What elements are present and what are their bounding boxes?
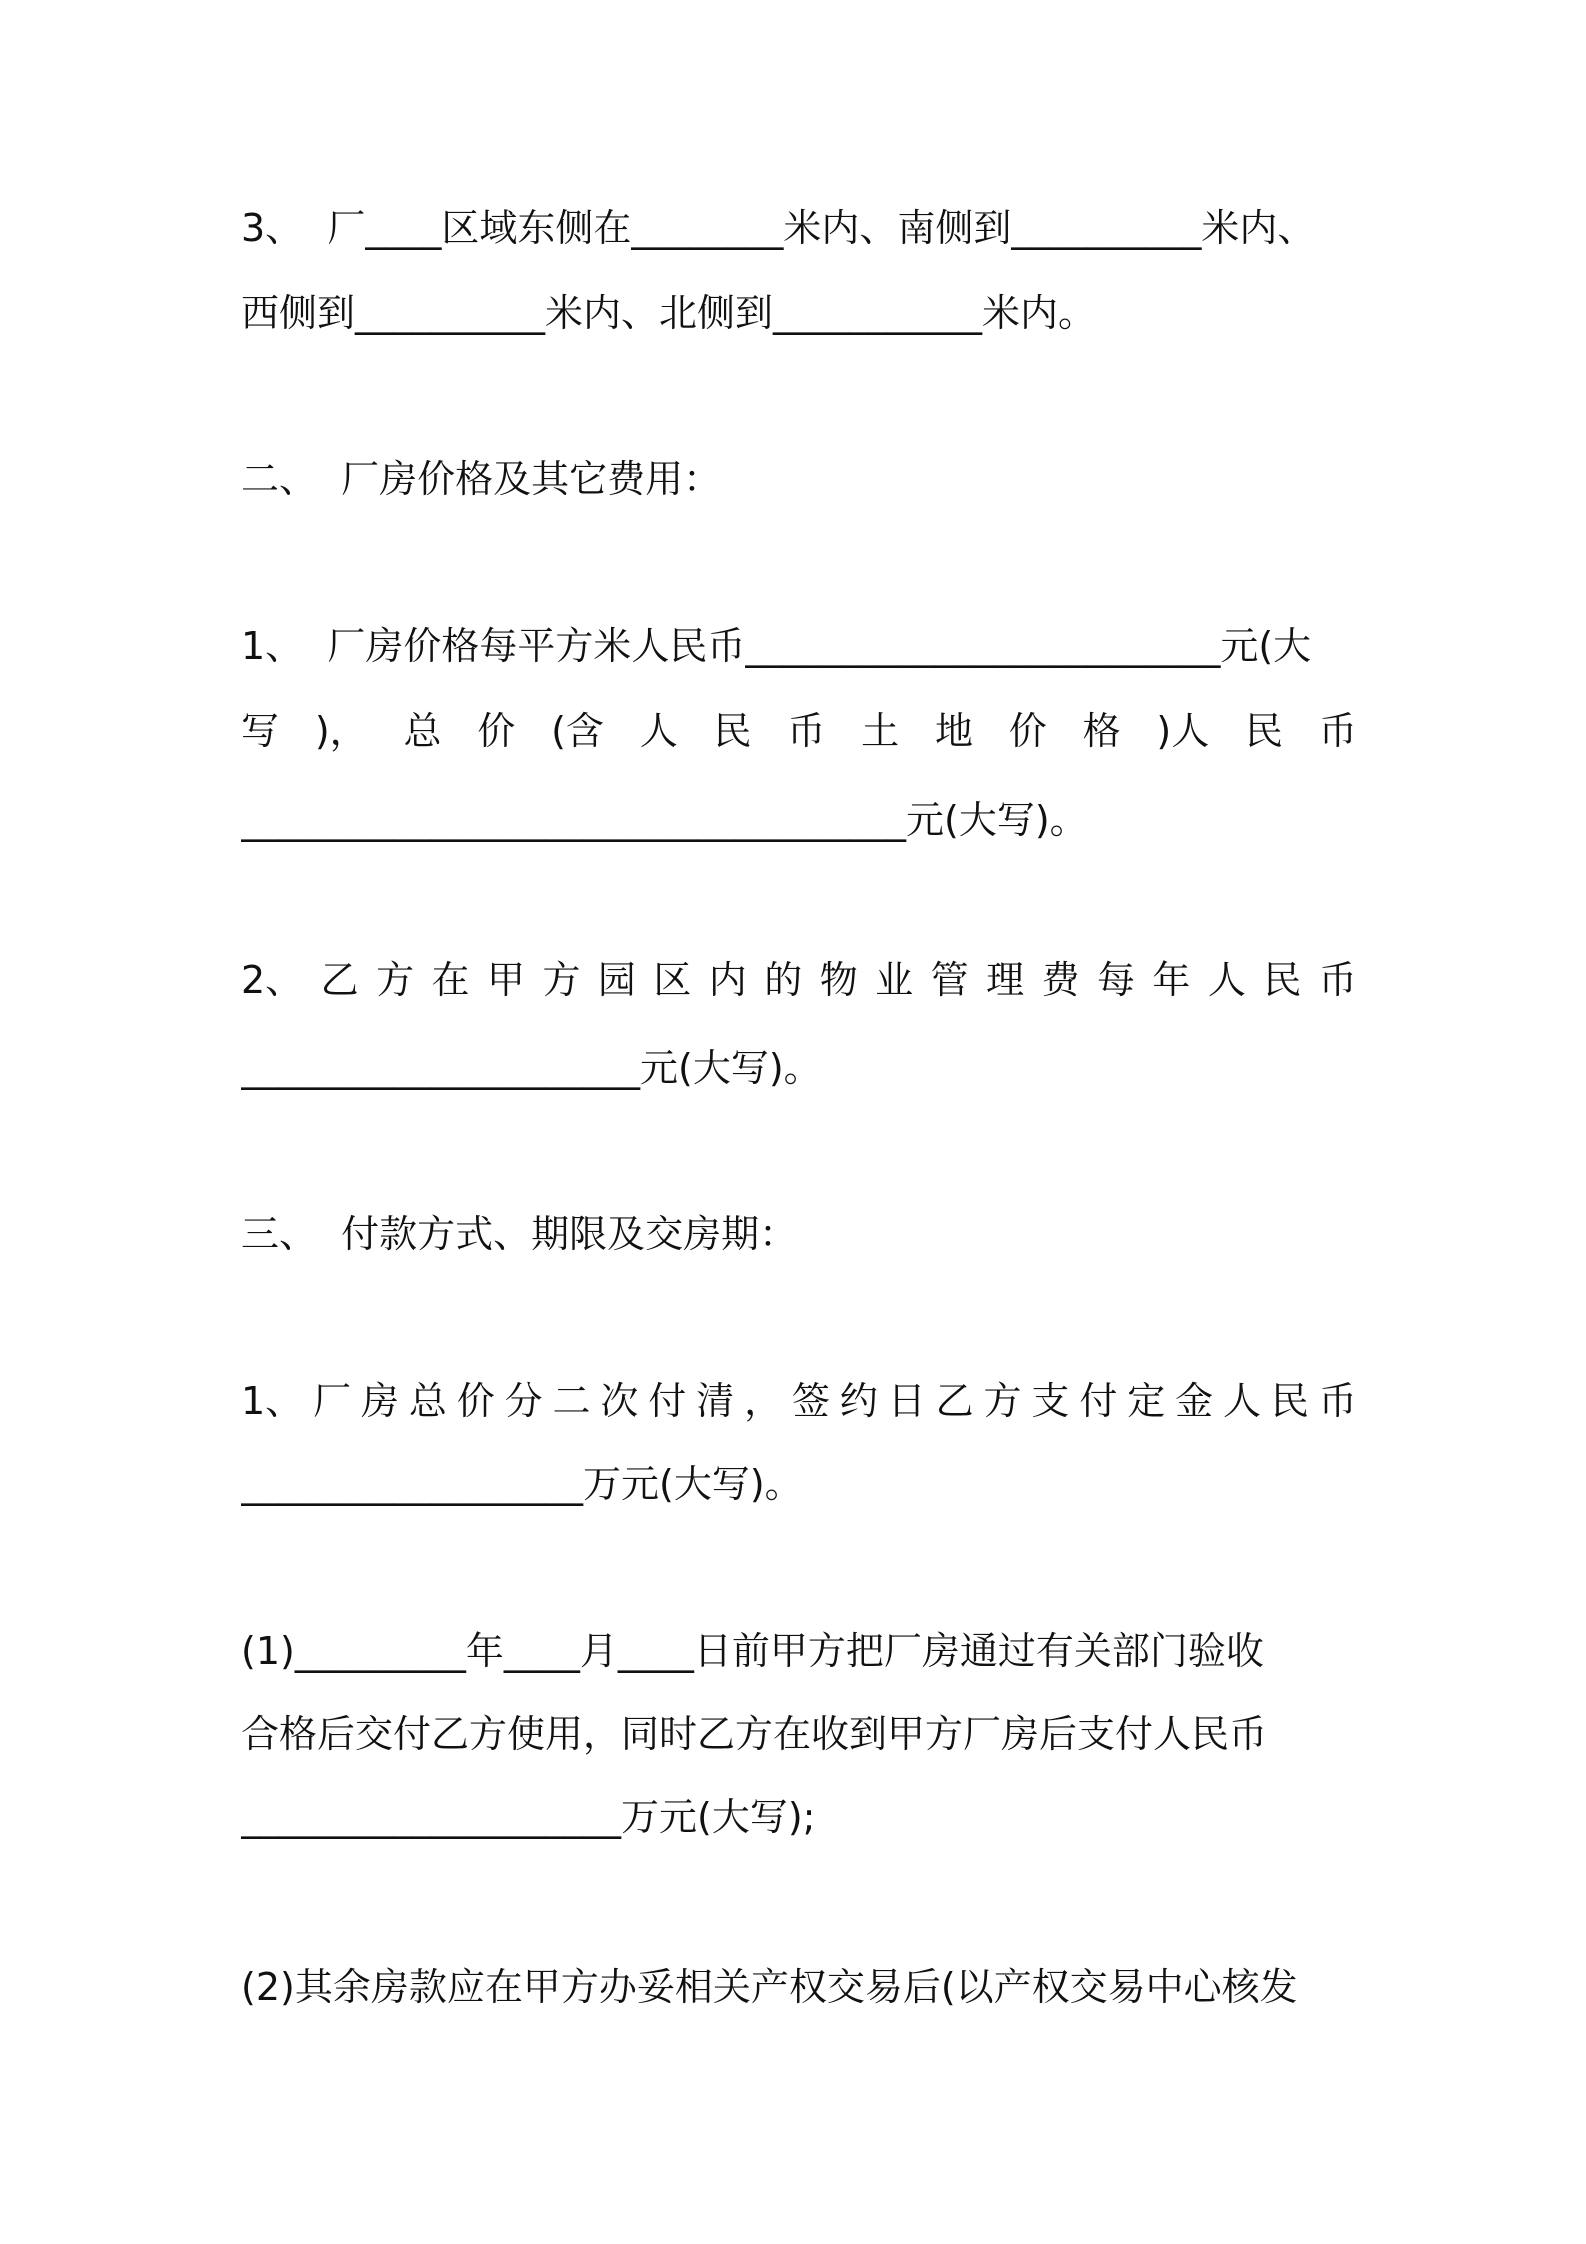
- word: 内: [708, 958, 747, 1002]
- word: ，: [744, 1379, 783, 1423]
- clause-3-1-line-2: __________________万元(大写)。: [241, 1462, 803, 1506]
- word: 方: [542, 958, 581, 1002]
- clause-2-2-line-2: _____________________元(大写)。: [241, 1046, 822, 1090]
- clause-3-1-2-line-1: (2)其余房款应在甲方办妥相关产权交易后(以产权交易中心核发: [241, 1965, 1298, 2009]
- word: 乙: [935, 1379, 974, 1423]
- word: 价: [477, 709, 516, 753]
- word: 甲: [486, 958, 525, 1002]
- word: 总: [403, 709, 442, 753]
- word: 业: [875, 958, 914, 1002]
- word: 格: [1082, 709, 1121, 753]
- word: 人: [1222, 1379, 1261, 1423]
- word: 价: [456, 1379, 495, 1423]
- clause-2-1-line-1: 1、 厂房价格每平方米人民币_________________________元(大: [241, 624, 1312, 668]
- section-3-heading: 三、 付款方式、期限及交房期：: [241, 1212, 798, 1256]
- word: 的: [764, 958, 803, 1002]
- word: 乙: [320, 958, 359, 1002]
- word: 人: [1207, 958, 1246, 1002]
- word: 民: [1270, 1379, 1309, 1423]
- word: 币: [787, 709, 826, 753]
- word: 区: [653, 958, 692, 1002]
- word: 物: [819, 958, 858, 1002]
- word: 定: [1127, 1379, 1166, 1423]
- word: 年: [1152, 958, 1191, 1002]
- word: 清: [696, 1379, 735, 1423]
- word: 在: [431, 958, 470, 1002]
- word: 付: [1079, 1379, 1118, 1423]
- word: 厂: [313, 1379, 352, 1423]
- word: 1、: [241, 1379, 304, 1423]
- word: 日: [887, 1379, 926, 1423]
- word: 币: [1318, 709, 1357, 753]
- word: 总: [408, 1379, 447, 1423]
- word: 写: [241, 709, 280, 753]
- word: )，: [314, 709, 368, 753]
- clause-3-line-2: 西侧到__________米内、北侧到___________米内。: [241, 291, 1097, 335]
- word: 人: [639, 709, 678, 753]
- clause-3-1-1-line-3: ____________________万元(大写);: [241, 1795, 816, 1839]
- section-2-heading: 二、 厂房价格及其它费用：: [241, 457, 722, 501]
- word: 约: [839, 1379, 878, 1423]
- word: 币: [1318, 1379, 1357, 1423]
- word: 房: [360, 1379, 399, 1423]
- word: 币: [1318, 958, 1357, 1002]
- word: )人: [1156, 709, 1210, 753]
- word: 民: [1245, 709, 1284, 753]
- word: 支: [1031, 1379, 1070, 1423]
- clause-3-1-line-1: [241, 1377, 1357, 1425]
- clause-3-1-1-line-2: 合格后交付乙方使用，同时乙方在收到甲方厂房后支付人民币: [241, 1712, 1268, 1756]
- clause-2-1-line-3: ___________________________________元(大写)。: [241, 798, 1088, 842]
- word: 金: [1175, 1379, 1214, 1423]
- word: 方: [376, 958, 415, 1002]
- word: 二: [552, 1379, 591, 1423]
- word: 价: [1008, 709, 1047, 753]
- word: 民: [1263, 958, 1302, 1002]
- word: 每: [1096, 958, 1135, 1002]
- word: 民: [713, 709, 752, 753]
- word: 次: [600, 1379, 639, 1423]
- word: 地: [934, 709, 973, 753]
- word: 分: [504, 1379, 543, 1423]
- word: (含: [551, 709, 604, 753]
- word: 2、: [241, 958, 304, 1002]
- word: 签: [791, 1379, 830, 1423]
- clause-3-line-1: 3、 厂____区域东侧在________米内、南侧到__________米内、: [241, 206, 1316, 250]
- clause-2-1-line-2: [241, 707, 1357, 755]
- word: 理: [986, 958, 1025, 1002]
- word: 土: [861, 709, 900, 753]
- word: 费: [1041, 958, 1080, 1002]
- clause-3-1-1-line-1: (1)_________年____月____日前甲方把厂房通过有关部门验收: [241, 1629, 1264, 1673]
- clause-2-2-line-1: [241, 956, 1357, 1004]
- word: 付: [648, 1379, 687, 1423]
- word: 管: [930, 958, 969, 1002]
- word: 园: [597, 958, 636, 1002]
- word: 方: [983, 1379, 1022, 1423]
